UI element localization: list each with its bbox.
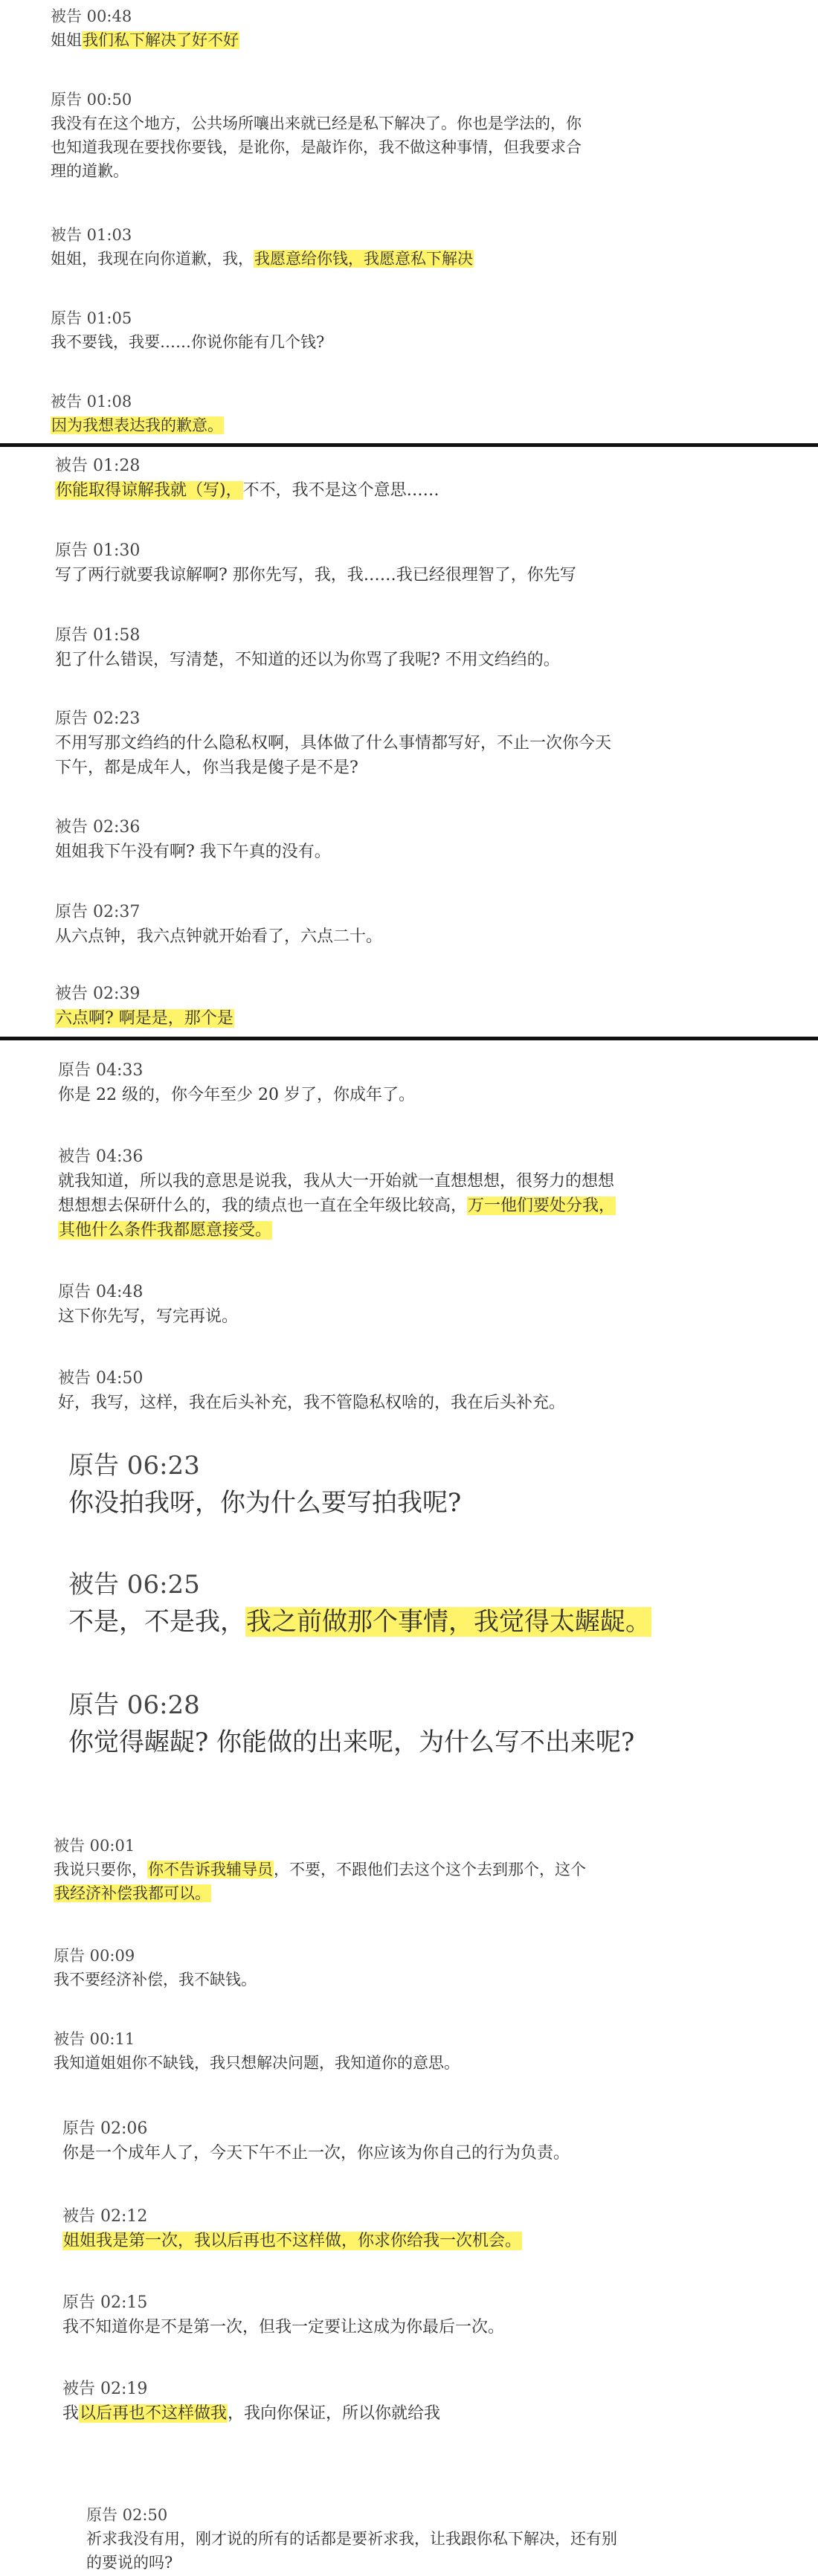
- speaker-timestamp: 被告 00:48: [51, 7, 132, 25]
- highlighted-text: 你不告诉我辅导员: [148, 1861, 273, 1878]
- speaker-timestamp: 原告 01:30: [55, 541, 141, 560]
- entry: [58, 1058, 415, 1107]
- speaker-timestamp: 被告 02:39: [55, 985, 141, 1003]
- utterance-text: 我不要经济补偿，我不缺钱。: [54, 1971, 257, 1989]
- utterance-line: [58, 1218, 616, 1243]
- utterance-text: 姐姐: [51, 31, 82, 49]
- utterance-line: [55, 563, 576, 587]
- highlighted-text: 因为我想表达我的歉意。: [51, 416, 223, 434]
- utterance-text: 犯了什么错误，写清楚，不知道的还以为你骂了我呢? 不用文绉绉的。: [55, 651, 560, 669]
- utterance-line: [51, 159, 582, 183]
- entry: [55, 706, 611, 780]
- transcript-section-5: [0, 1826, 818, 2079]
- speaker-timestamp: 被告 04:36: [58, 1147, 144, 1166]
- utterance-line: [51, 330, 324, 354]
- speaker-timestamp: 原告 06:28: [68, 1690, 200, 1720]
- utterance-line: [54, 1858, 586, 1881]
- entry: [62, 2377, 440, 2426]
- speaker-timestamp: 被告 02:36: [55, 818, 141, 837]
- highlighted-text: 你能取得谅解我就（写)，: [56, 481, 242, 500]
- utterance-line: [58, 1083, 415, 1107]
- utterance-text: 不是，不是我，: [68, 1607, 245, 1637]
- speaker-timestamp: 被告 00:01: [54, 1837, 135, 1855]
- utterance-text: 我说只要你，: [54, 1861, 147, 1878]
- speaker-timestamp: 原告 02:23: [55, 709, 141, 728]
- utterance-line: [58, 1194, 616, 1218]
- utterance-text: 姐姐，我现在向你道歉，我，: [51, 250, 254, 268]
- speaker-timestamp: 原告 01:05: [51, 309, 132, 327]
- entry: [51, 88, 582, 183]
- transcript-section-6: [0, 2112, 818, 2476]
- utterance-line: [51, 247, 474, 271]
- entry: [86, 2503, 617, 2575]
- entry: [62, 2204, 522, 2253]
- highlighted-text: 我经济补偿我都可以。: [54, 1884, 210, 1902]
- utterance-text: 我: [62, 2404, 80, 2423]
- utterance-text: 想想想去保研什么的，我的绩点也一直在全年级比较高，: [58, 1197, 468, 1215]
- utterance-text: ，我向你保证，所以你就给我: [228, 2404, 441, 2423]
- utterance-text: 的要说的吗?: [86, 2554, 173, 2572]
- utterance-text: 我没有在这个地方，公共场所嚷出来就已经是私下解决了。你也是学法的，你: [51, 115, 582, 132]
- utterance-text: 这下你先写，写完再说。: [58, 1307, 239, 1326]
- transcript-section-7: [0, 2499, 818, 2576]
- utterance-text: 不不，我不是这个意思……: [242, 481, 439, 500]
- utterance-text: 你是一个成年人了，今天下午不止一次，你应该为你自己的行为负责。: [62, 2144, 570, 2163]
- utterance-text: 你是 22 级的，你今年至少 20 岁了，你成年了。: [58, 1086, 415, 1104]
- transcript-section-2: [0, 449, 818, 1037]
- utterance-text: 你觉得龌龊? 你能做的出来呢，为什么写不出来呢?: [68, 1727, 635, 1757]
- utterance-text: 理的道歉。: [51, 162, 129, 180]
- entry: [58, 1144, 616, 1243]
- speaker-timestamp: 原告 04:48: [58, 1283, 144, 1301]
- utterance-text: 我不要钱，我要……你说你能有几个钱?: [51, 333, 325, 351]
- highlighted-text: 以后再也不这样做我: [80, 2404, 228, 2423]
- entry: [55, 900, 382, 949]
- utterance-line: [51, 135, 582, 159]
- utterance-line: [51, 112, 582, 135]
- utterance-text: 从六点钟，我六点钟就开始看了，六点二十。: [55, 927, 383, 946]
- utterance-line: [54, 1968, 257, 1991]
- utterance-line: [62, 2401, 440, 2426]
- utterance-line: [86, 2527, 617, 2551]
- entry: [55, 815, 331, 864]
- entry: [68, 1566, 651, 1640]
- speaker-timestamp: 被告 02:19: [62, 2380, 148, 2398]
- utterance-line: [68, 1603, 651, 1640]
- utterance-text: 祈求我没有用，刚才说的所有的话都是要祈求我，让我跟你私下解决，还有别: [86, 2530, 617, 2548]
- utterance-line: [58, 1304, 238, 1329]
- entry: [54, 2027, 460, 2075]
- speaker-timestamp: 被告 01:08: [51, 393, 132, 410]
- utterance-line: [55, 731, 611, 756]
- utterance-line: [54, 1881, 586, 1905]
- entry: [58, 1366, 565, 1415]
- speaker-timestamp: 被告 01:28: [55, 457, 141, 475]
- utterance-line: [62, 2141, 570, 2166]
- utterance-line: [51, 28, 239, 52]
- utterance-line: [51, 413, 224, 437]
- speaker-timestamp: 原告 01:58: [55, 626, 141, 645]
- utterance-text: 写了两行就要我谅解啊? 那你先写，我，我……我已经很理智了，你先写: [55, 566, 576, 585]
- entry: [58, 1280, 238, 1329]
- entry: [62, 2290, 504, 2340]
- entry: [54, 1944, 257, 1991]
- highlighted-text: 我之前做那个事情，我觉得太龌龊。: [246, 1607, 651, 1637]
- entry: [55, 982, 234, 1031]
- entry: [68, 1687, 634, 1761]
- utterance-text: 也知道我现在要找你要钱，是讹你，是敲诈你，我不做这种事情，但我要求合: [51, 138, 582, 156]
- highlighted-text: 万一他们要处分我，: [468, 1197, 616, 1215]
- entry: [54, 1834, 586, 1905]
- utterance-line: [68, 1724, 634, 1761]
- speaker-timestamp: 原告 02:50: [86, 2506, 168, 2524]
- entry: [51, 223, 474, 271]
- transcript-section-3: [0, 1043, 818, 1430]
- utterance-line: [62, 2315, 504, 2340]
- entry: [55, 538, 576, 587]
- highlighted-text: 其他什么条件我都愿意接受。: [59, 1221, 272, 1240]
- speaker-timestamp: 原告 00:09: [54, 1947, 135, 1965]
- utterance-text: 不用写那文绉绉的什么隐私权啊，具体做了什么事情都写好，不止一次你今天: [55, 734, 612, 753]
- utterance-line: [54, 2051, 460, 2075]
- utterance-line: [86, 2551, 617, 2575]
- utterance-line: [55, 1006, 234, 1031]
- utterance-text: 下午，都是成年人，你当我是傻子是不是?: [55, 759, 358, 777]
- transcript-section-1: [0, 0, 818, 443]
- utterance-text: ，不要，不跟他们去这个这个去到那个，这个: [274, 1861, 586, 1878]
- speaker-timestamp: 原告 00:50: [51, 91, 132, 109]
- speaker-timestamp: 被告 01:03: [51, 226, 132, 244]
- speaker-timestamp: 原告 02:15: [62, 2293, 148, 2312]
- speaker-timestamp: 被告 00:11: [54, 2030, 135, 2048]
- section-divider: [0, 443, 818, 447]
- speaker-timestamp: 原告 06:23: [68, 1451, 200, 1481]
- highlighted-text: 我们私下解决了好不好: [83, 31, 239, 49]
- utterance-line: [68, 1484, 461, 1522]
- entry: [55, 454, 439, 503]
- entry: [62, 2116, 570, 2166]
- utterance-line: [58, 1169, 616, 1194]
- highlighted-text: 姐姐我是第一次，我以后再也不这样做，你求你给我一次机会。: [63, 2232, 522, 2250]
- utterance-line: [62, 2229, 522, 2253]
- speaker-timestamp: 原告 02:37: [55, 903, 141, 921]
- utterance-line: [58, 1391, 565, 1415]
- utterance-text: 我知道姐姐你不缺钱，我只想解决问题，我知道你的意思。: [54, 2054, 460, 2072]
- entry: [68, 1447, 461, 1522]
- section-divider: [0, 1037, 818, 1040]
- entry: [51, 306, 324, 354]
- speaker-timestamp: 原告 02:06: [62, 2119, 148, 2138]
- entry: [55, 623, 560, 672]
- speaker-timestamp: 被告 06:25: [68, 1570, 200, 1600]
- highlighted-text: 六点啊? 啊是是，那个是: [56, 1009, 234, 1028]
- entry: [51, 4, 239, 52]
- utterance-line: [55, 756, 611, 780]
- utterance-text: 姐姐我下午没有啊? 我下午真的没有。: [55, 843, 331, 861]
- utterance-text: 就我知道，所以我的意思是说我，我从大一开始就一直想想想，很努力的想想: [58, 1172, 615, 1191]
- transcript-section-4: [0, 1441, 818, 1798]
- utterance-line: [55, 648, 560, 672]
- entry: [51, 390, 224, 437]
- utterance-line: [55, 478, 439, 503]
- utterance-text: 好，我写，这样，我在后头补充，我不管隐私权啥的，我在后头补充。: [58, 1394, 566, 1412]
- speaker-timestamp: 被告 04:50: [58, 1369, 144, 1388]
- speaker-timestamp: 被告 02:12: [62, 2207, 148, 2226]
- speaker-timestamp: 原告 04:33: [58, 1061, 144, 1080]
- utterance-line: [55, 924, 382, 949]
- utterance-text: 你没拍我呀，你为什么要写拍我呢?: [68, 1488, 462, 1518]
- utterance-line: [55, 840, 331, 864]
- utterance-text: 我不知道你是不是第一次，但我一定要让这成为你最后一次。: [62, 2318, 505, 2337]
- highlighted-text: 我愿意给你钱，我愿意私下解决: [254, 250, 473, 268]
